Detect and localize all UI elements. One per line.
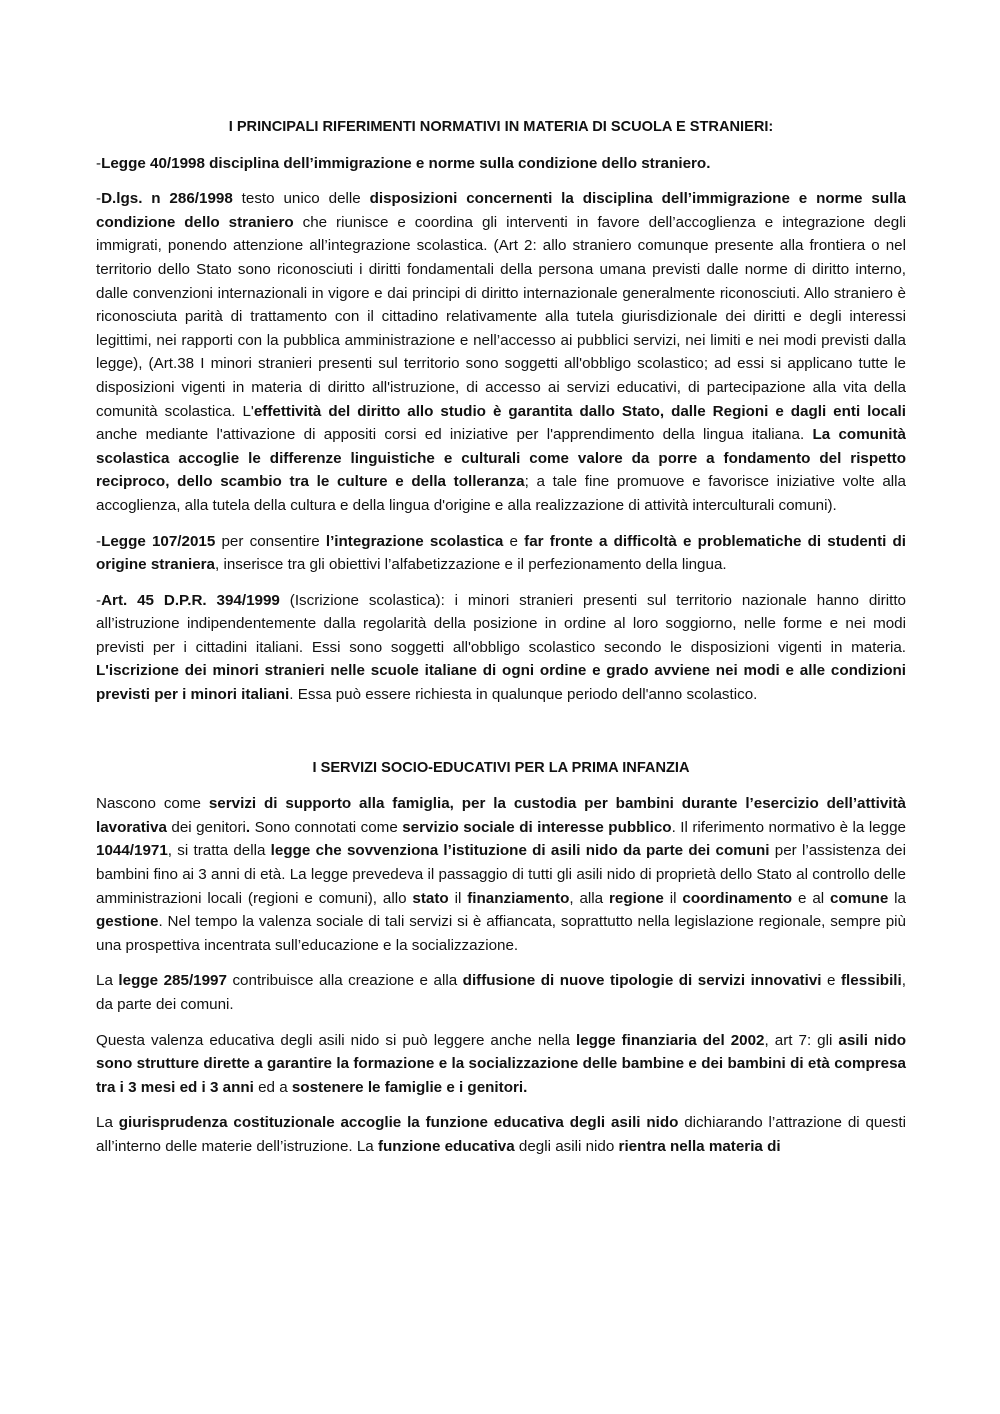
bold-text-run: gestione bbox=[96, 913, 159, 931]
text-run: anche mediante l'attivazione di appositi corsi ed iniziative per l'apprendimento della lingua italiana. bbox=[96, 426, 813, 444]
text-run: testo unico delle bbox=[232, 190, 370, 208]
bold-text-run: legge finanziaria del 2002 bbox=[575, 1031, 765, 1049]
text-run: La bbox=[96, 1114, 119, 1132]
text-run: per consentire bbox=[215, 532, 326, 550]
paragraph-giurisprudenza-costituzionale bbox=[96, 1111, 906, 1158]
paragraph-legge-285-1997 bbox=[96, 969, 906, 1016]
text-run: e al bbox=[792, 889, 831, 907]
bold-text-run: disposizioni concernenti la disciplina dell’immigrazione e norme sulla condizione dello straniero bbox=[96, 190, 906, 231]
bold-text-run: flessibili bbox=[840, 972, 902, 990]
section-title-servizi-prima-infanzia: I SERVIZI SOCIO-EDUCATIVI PER LA PRIMA INFANZIA bbox=[312, 759, 690, 776]
paragraph-servizi-supporto-famiglia bbox=[96, 792, 906, 957]
text-run: e bbox=[821, 972, 841, 990]
bold-text-run: asili nido sono strutture dirette a garantire la formazione e la socializzazione delle bambine e dei bambini di età compresa tra i 3 mesi ed i 3 anni bbox=[96, 1031, 907, 1096]
bold-text-run: far fronte a difficoltà e problematiche di studenti di origine straniera bbox=[96, 532, 907, 574]
bold-text-run: . bbox=[245, 818, 251, 836]
section-title-normative: I PRINCIPALI RIFERIMENTI NORMATIVI IN MATERIA DI SCUOLA E STRANIERI: bbox=[228, 119, 774, 135]
bold-text-run: Legge 107/2015 bbox=[101, 532, 216, 550]
bold-text-run: sostenere le famiglie e i genitori. bbox=[291, 1078, 528, 1096]
bold-text-run: legge 285/1997 bbox=[118, 972, 227, 990]
text-run: per l’assistenza dei bambini fino ai 3 anni di età. La legge prevedeva il passaggio di tutti gli asili nido di proprietà dello Stato al controllo delle amministrazioni locali (regioni e comuni), allo bbox=[96, 842, 906, 907]
text-run: , alla bbox=[569, 889, 609, 907]
bold-text-run: finanziamento bbox=[467, 889, 570, 907]
paragraph-legge-finanziaria-2002 bbox=[96, 1029, 906, 1100]
bold-text-run: Legge 40/1998 disciplina dell’immigrazione e norme sulla condizione dello straniero. bbox=[101, 154, 711, 172]
text-run: che riunisce e coordina gli interventi in favore dell’accoglienza e integrazione degli immigrati, ponendo attenzione all’integrazione scolastica. (Art 2: allo straniero comunque presente alla frontiera o nel territorio dello Stato sono riconosciuti i diritti fondamentali della persona umana previsti dalle norme di diritto interno, dalle convenzioni internazionali in vigore e dai principi di diritto internazionale generalmente riconosciuti. Allo straniero è riconosciuta parità di trattamento con il cittadino relativamente alla tutela giurisdizionale dei diritti e degli interessi legittimi, nei rapporti con la pubblica amministrazione e nell’accesso ai pubblici servizi, nei limiti e nei modi previsti dalla legge), (Art.38 I minori stranieri presenti sul territorio sono soggetti all'obbligo scolastico; ad essi si applicano tutte le disposizioni vigenti in materia di diritto all'istruzione, di accesso ai servizi educativi, di partecipazione alla vita della comunità scolastica. L' bbox=[96, 213, 906, 420]
bold-text-run: L'iscrizione dei minori stranieri nelle scuole italiane di ogni ordine e grado avviene nei modi e alle condizioni previsti per i minori italiani bbox=[96, 662, 906, 704]
paragraph-legge-107-2015 bbox=[96, 530, 906, 577]
text-run: , inserisce tra gli obiettivi l’alfabetizzazione e il perfezionamento della lingua. bbox=[215, 556, 727, 574]
text-run: La bbox=[96, 972, 119, 990]
text-run: ed a bbox=[253, 1078, 292, 1096]
bold-text-run: l’integrazione scolastica bbox=[325, 532, 504, 550]
text-run: - bbox=[96, 591, 102, 609]
bold-text-run: stato bbox=[412, 889, 449, 907]
text-run: - bbox=[96, 154, 102, 172]
paragraph-dlgs-286-1998 bbox=[96, 187, 906, 517]
bold-text-run: giurisprudenza costituzionale accoglie la funzione educativa degli asili nido bbox=[118, 1114, 679, 1132]
text-run: Sono connotati come bbox=[250, 818, 403, 836]
text-run: . Essa può essere richiesta in qualunque periodo dell'anno scolastico. bbox=[289, 686, 758, 704]
paragraph-legge-40-1998 bbox=[96, 152, 906, 176]
bold-text-run: La comunità scolastica accoglie le differenze linguistiche e culturali come valore da porre a fondamento del rispetto reciproco, dello scambio tra le culture e della tolleranza bbox=[96, 426, 906, 491]
bold-text-run: 1044/1971 bbox=[96, 842, 168, 860]
bold-text-run: funzione educativa bbox=[377, 1137, 515, 1155]
paragraph-art-45-dpr-394-1999 bbox=[96, 589, 906, 707]
text-run: e bbox=[503, 532, 525, 550]
document-page bbox=[96, 116, 906, 1171]
text-run: - bbox=[96, 190, 102, 208]
text-run: , da parte dei comuni. bbox=[96, 972, 906, 1013]
text-run: il bbox=[448, 889, 468, 907]
text-run: contribuisce alla creazione e alla bbox=[226, 972, 463, 990]
bold-text-run: regione bbox=[609, 889, 664, 907]
text-run: . Il riferimento normativo è la legge bbox=[671, 818, 906, 836]
bold-text-run: servizio sociale di interesse pubblico bbox=[402, 818, 672, 836]
bold-text-run: servizi di supporto alla famiglia, per la custodia per bambini durante l’esercizio dell’attività lavorativa bbox=[96, 795, 906, 836]
text-run: ; a tale fine promuove e favorisce iniziative volte alla accoglienza, alla tutela della cultura e della lingua d'origine e alla realizzazione di attività interculturali comuni). bbox=[96, 473, 906, 514]
bold-text-run: diffusione di nuove tipologie di servizi innovativi bbox=[462, 972, 822, 990]
text-run: (Iscrizione scolastica): i minori stranieri presenti sul territorio nazionale hanno diritto all’istruzione indipendentemente dalla regolarità della posizione in ordine al loro soggiorno, nelle forme e nei modi previsti per i cittadini italiani. Essi sono soggetti all'obbligo scolastico secondo le disposizioni vigenti in materia. bbox=[96, 591, 907, 656]
bold-text-run: Art. 45 D.P.R. 394/1999 bbox=[101, 591, 280, 609]
text-run: Nascono come bbox=[96, 795, 209, 813]
text-run: degli asili nido bbox=[514, 1137, 619, 1155]
text-run: - bbox=[96, 532, 102, 550]
text-run: , art 7: gli bbox=[764, 1031, 839, 1049]
text-run: , si tratta della bbox=[167, 842, 271, 860]
text-run: il bbox=[663, 889, 683, 907]
text-run: la bbox=[888, 889, 906, 907]
bold-text-run: rientra nella materia di bbox=[618, 1137, 781, 1155]
bold-text-run: coordinamento bbox=[682, 889, 793, 907]
text-run: dichiarando l’attrazione di questi all’interno delle materie dell’istruzione. La bbox=[96, 1114, 906, 1155]
text-run: . Nel tempo la valenza sociale di tali servizi si è affiancata, soprattutto nella legislazione regionale, sempre più una prospettiva incentrata sull’educazione e la socializzazione. bbox=[96, 913, 906, 954]
text-run: dei genitori bbox=[166, 818, 246, 836]
bold-text-run: legge che sovvenziona l’istituzione di asili nido da parte dei comuni bbox=[270, 842, 770, 860]
bold-text-run: comune bbox=[830, 889, 889, 907]
section-spacer bbox=[96, 719, 906, 757]
bold-text-run: D.lgs. n 286/1998 bbox=[101, 190, 233, 208]
text-run: Questa valenza educativa degli asili nido si può leggere anche nella bbox=[96, 1031, 576, 1049]
bold-text-run: effettività del diritto allo studio è garantita dallo Stato, dalle Regioni e dagli enti locali bbox=[253, 402, 906, 420]
